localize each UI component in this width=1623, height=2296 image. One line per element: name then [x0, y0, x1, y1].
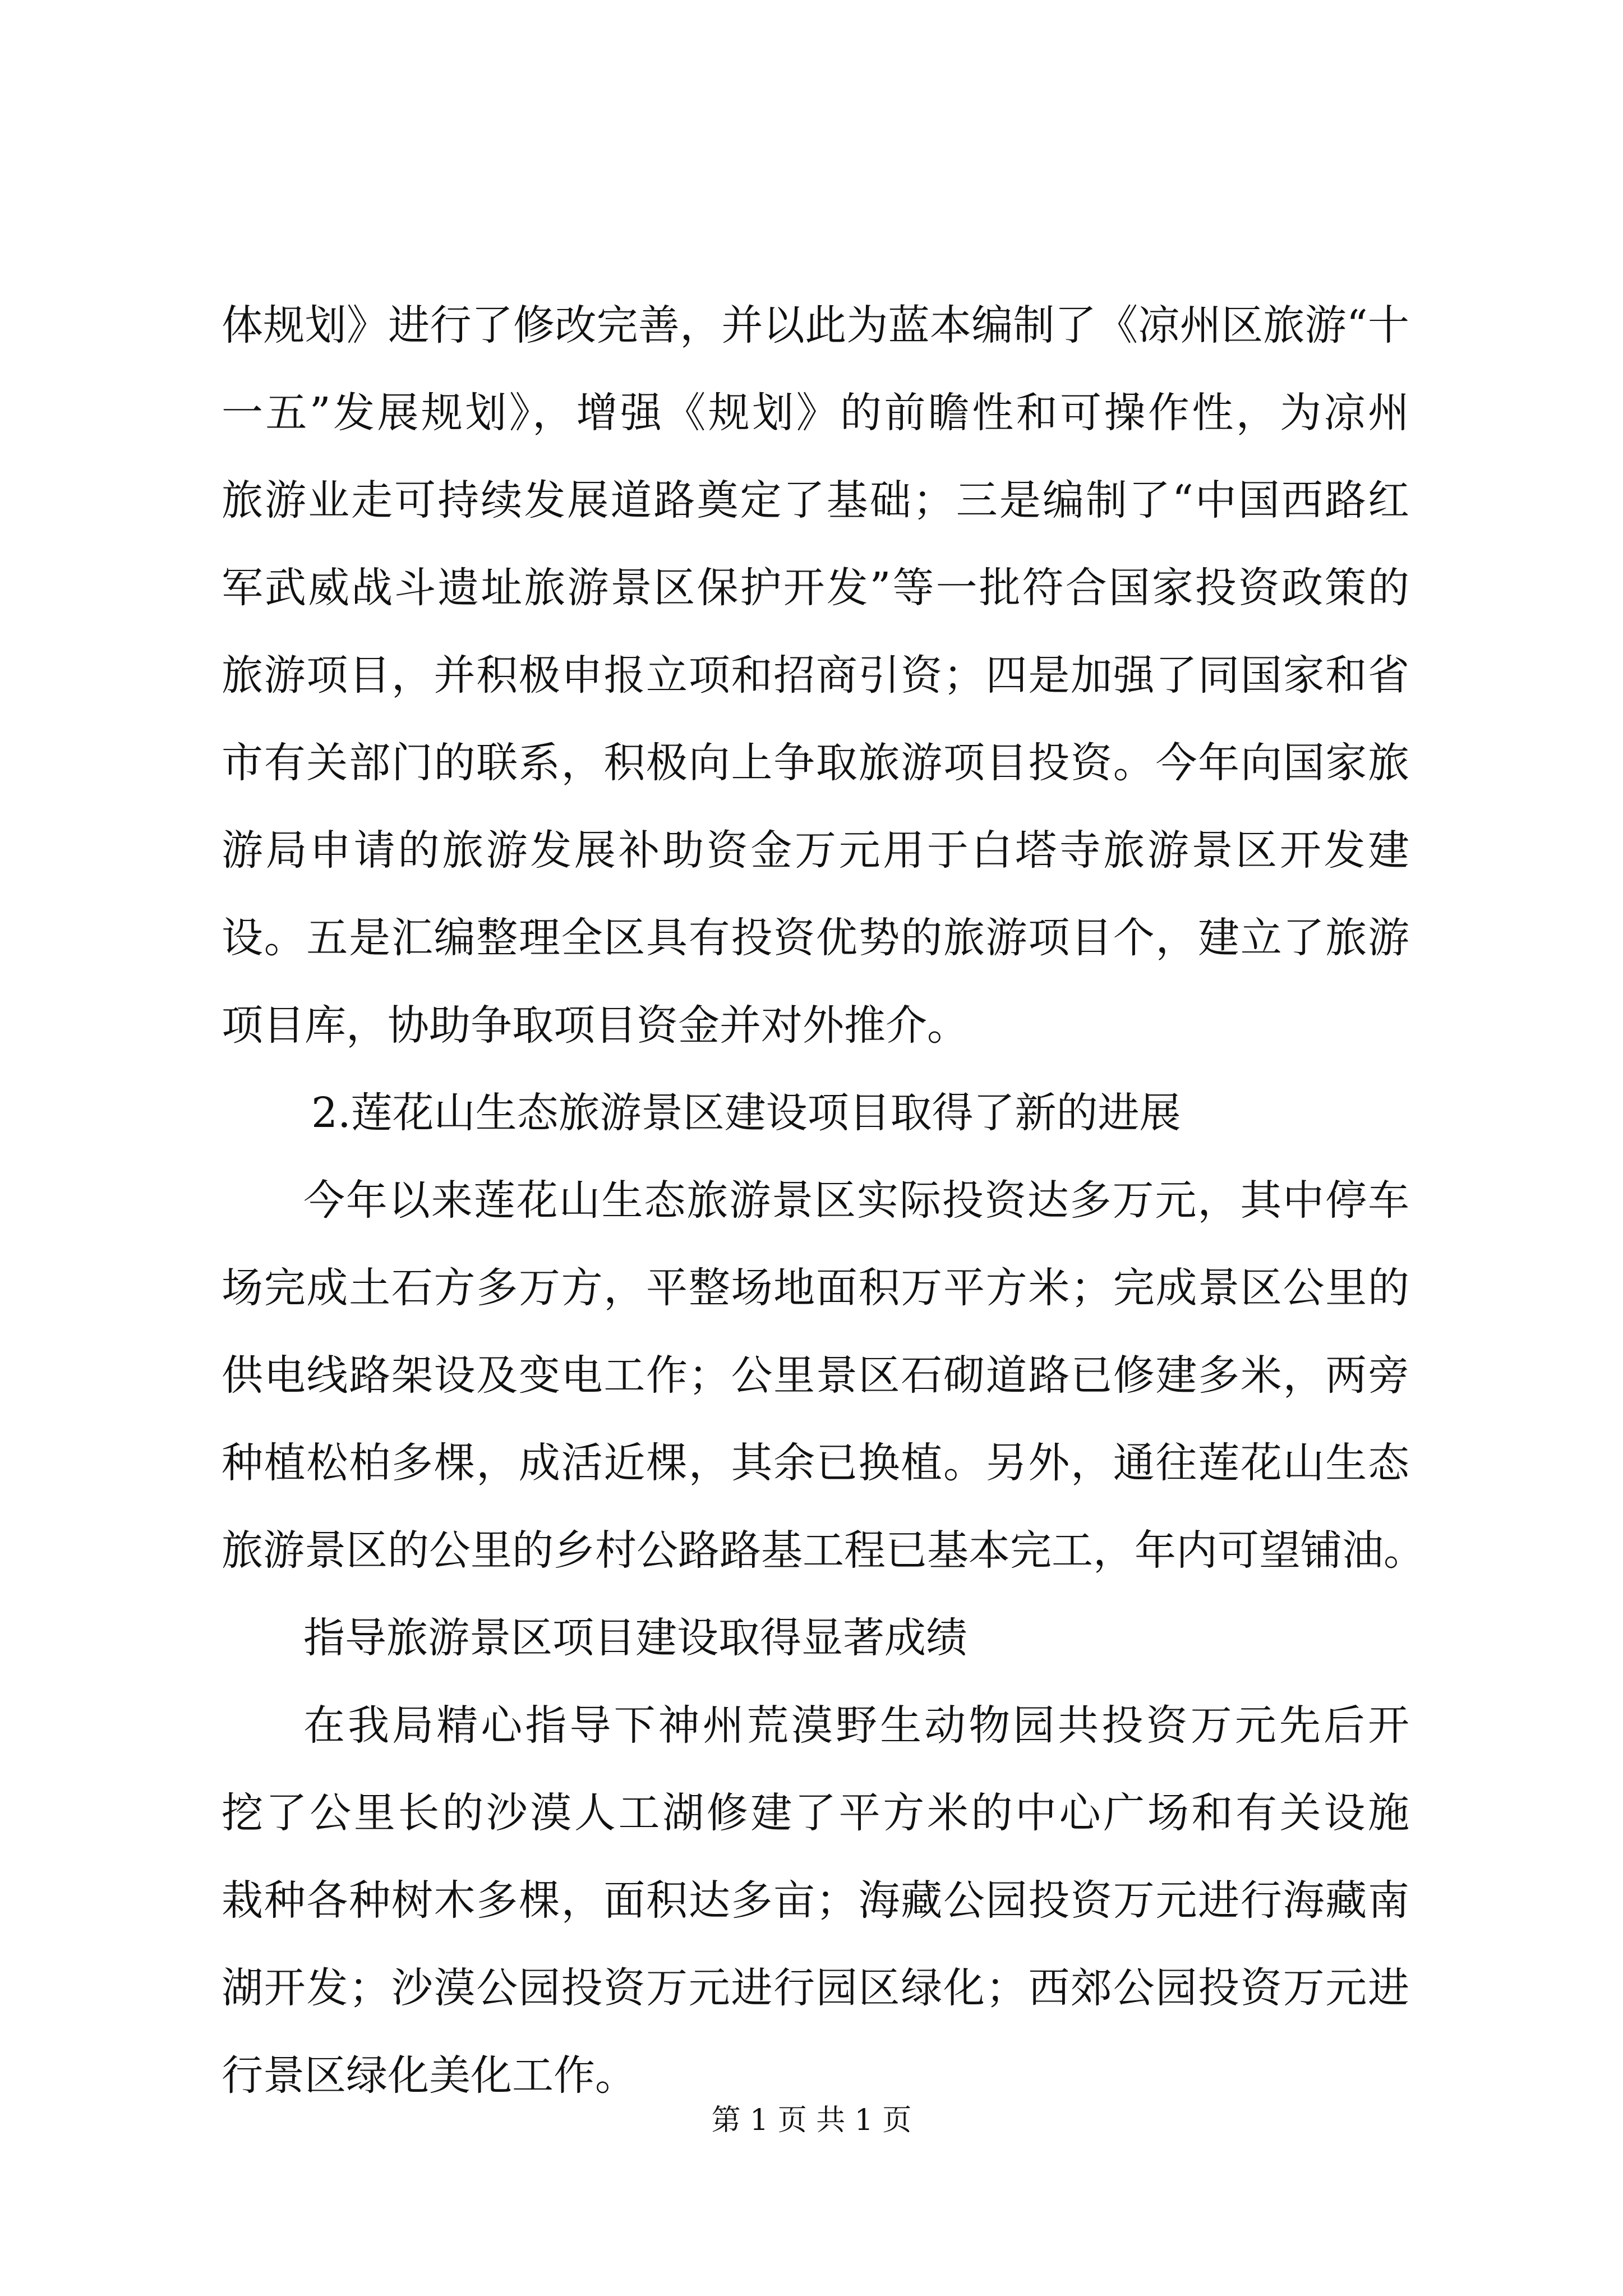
text-line: 设。五是汇编整理全区具有投资优势的旅游项目个，建立了旅游 [222, 914, 1409, 962]
text-line: 栽种各种树木多棵，面积达多亩；海藏公园投资万元进行海藏南 [222, 1876, 1409, 1925]
text-line: 湖开发；沙漠公园投资万元进行园区绿化；西郊公园投资万元进 [222, 1964, 1409, 2012]
text-line: 旅游景区的公里的乡村公路路基工程已基本完工，年内可望铺油。 [222, 1526, 1425, 1575]
text-line: 在我局精心指导下神州荒漠野生动物园共投资万元先后开 [303, 1701, 1409, 1750]
text-line: 挖了公里长的沙漠人工湖修建了平方米的中心广场和有关设施 [222, 1789, 1409, 1837]
text-line: 今年以来莲花山生态旅游景区实际投资达多万元，其中停车 [303, 1176, 1409, 1225]
text-line: 军武威战斗遗址旅游景区保护开发”等一批符合国家投资政策的 [222, 564, 1409, 612]
text-line: 项目库，协助争取项目资金并对外推介。 [222, 1001, 969, 1050]
section-heading: 指导旅游景区项目建设取得显著成绩 [303, 1614, 967, 1662]
text-line: 旅游项目，并积极申报立项和招商引资；四是加强了同国家和省 [222, 651, 1409, 700]
text-line: 游局申请的旅游发展补助资金万元用于白塔寺旅游景区开发建 [222, 826, 1409, 875]
text-line: 供电线路架设及变电工作；公里景区石砌道路已修建多米，两旁 [222, 1351, 1409, 1400]
text-line: 行景区绿化美化工作。 [222, 2051, 637, 2100]
text-line: 市有关部门的联系，积极向上争取旅游项目投资。今年向国家旅 [222, 739, 1409, 787]
section-heading: 2.莲花山生态旅游景区建设项目取得了新的进展 [311, 1089, 1181, 1137]
text-line: 种植松柏多棵，成活近棵，其余已换植。另外，通往莲花山生态 [222, 1439, 1409, 1487]
text-line: 一五”发展规划》，增强《规划》的前瞻性和可操作性，为凉州 [222, 389, 1409, 437]
text-line: 旅游业走可持续发展道路奠定了基础；三是编制了“中国西路红 [222, 476, 1409, 524]
text-line: 场完成土石方多万方，平整场地面积万平方米；完成景区公里的 [222, 1264, 1409, 1312]
page-footer: 第 1 页 共 1 页 [711, 2104, 912, 2137]
text-line: 体规划》进行了修改完善，并以此为蓝本编制了《凉州区旅游“十 [222, 301, 1409, 349]
